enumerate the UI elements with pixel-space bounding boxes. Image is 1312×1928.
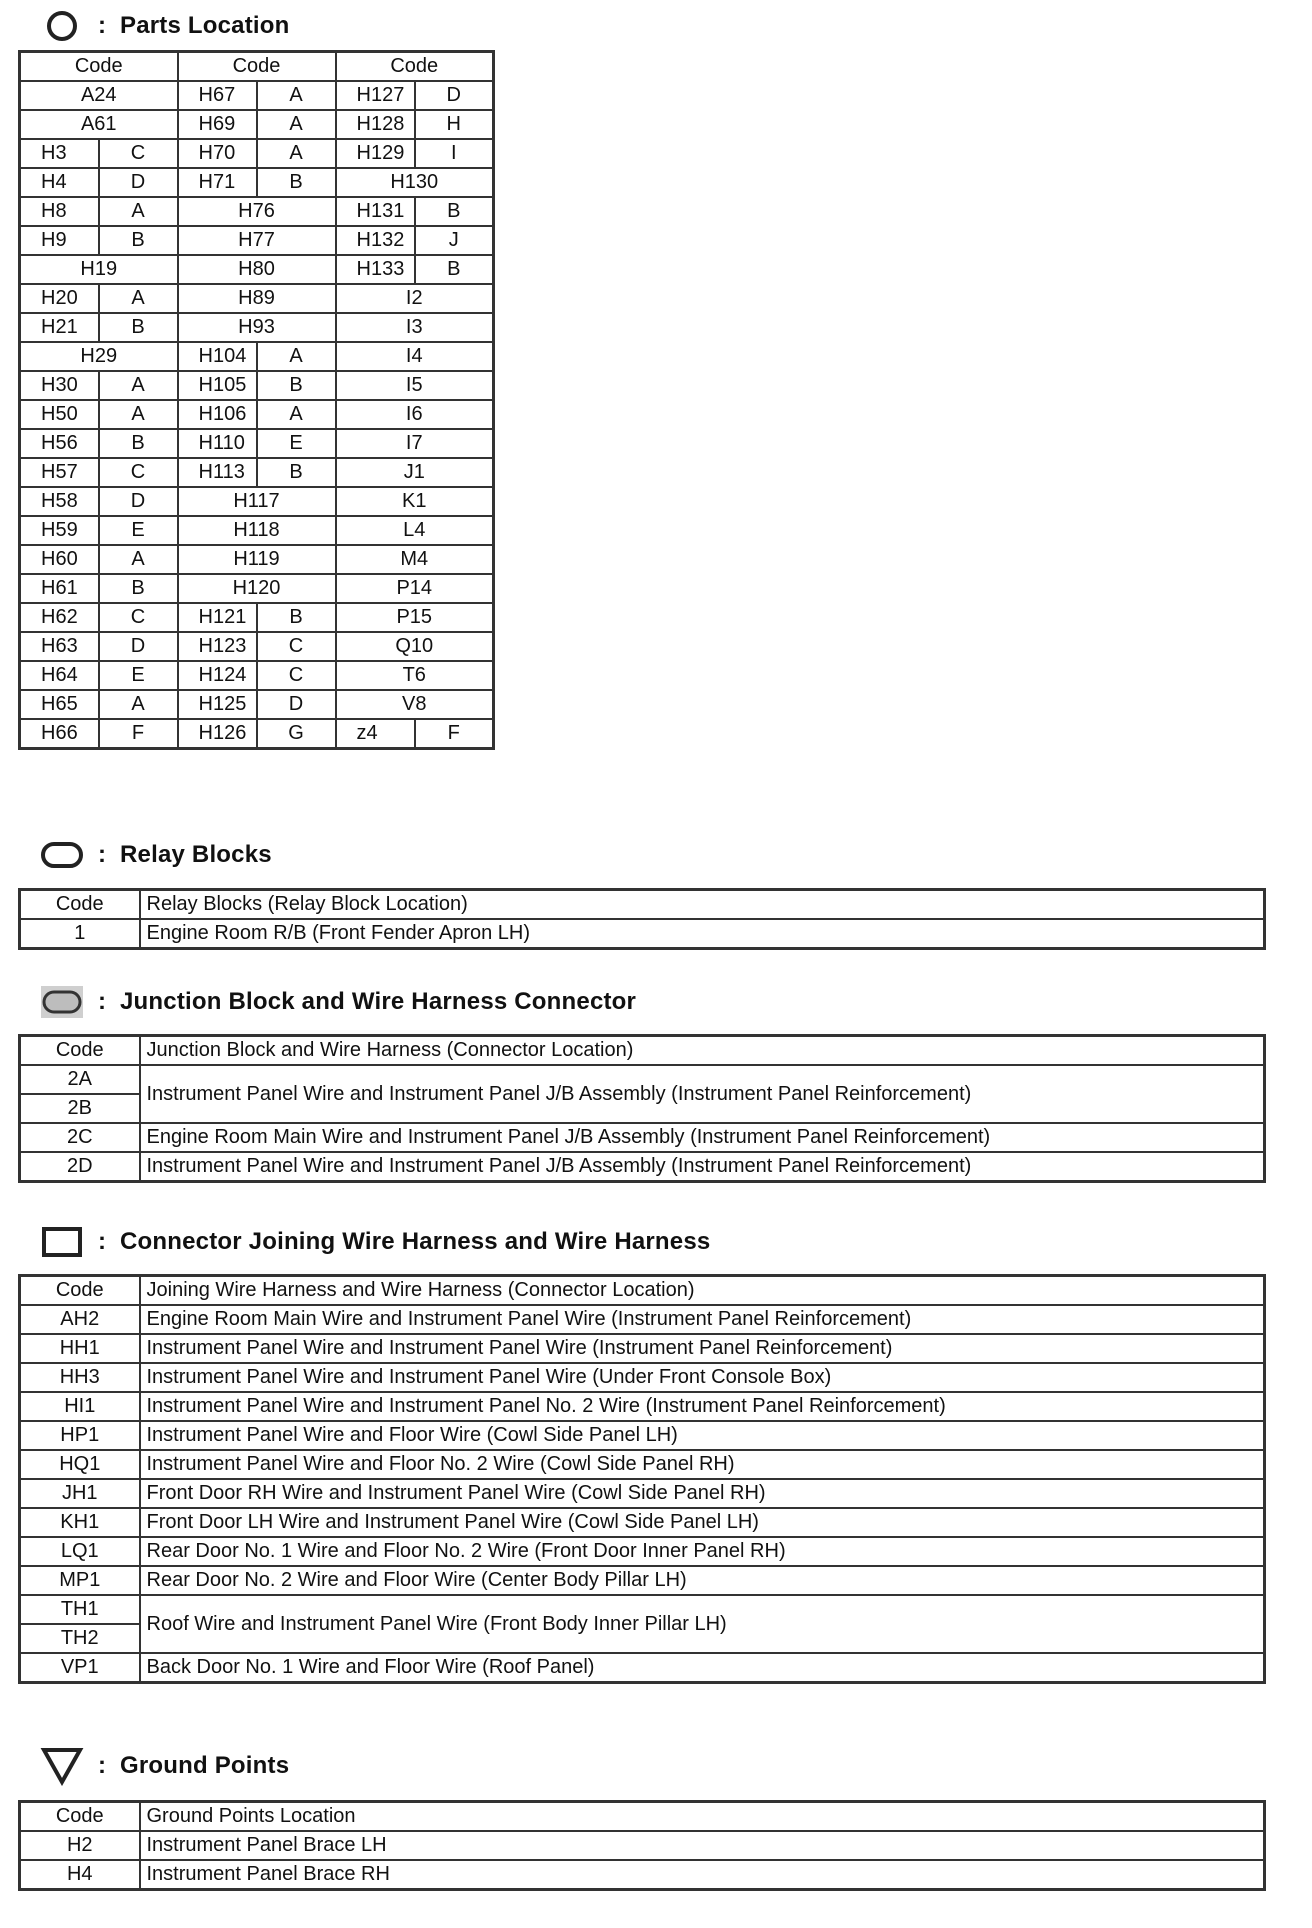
part-location-letter: B [257, 168, 336, 197]
location-cell: Instrument Panel Wire and Instrument Panel No. 2 Wire (Instrument Panel Reinforcement) [140, 1392, 1265, 1421]
rounded-rect-icon [40, 835, 84, 875]
part-code: H59 [20, 516, 99, 545]
part-location-letter: A [99, 371, 178, 400]
part-code: H130 [336, 168, 494, 197]
table-row [20, 255, 494, 284]
colon: : [98, 1228, 106, 1255]
table-row [20, 632, 494, 661]
code-cell: AH2 [20, 1305, 140, 1334]
table-row [20, 1334, 1265, 1363]
table-row [20, 1831, 1265, 1860]
code-cell: 2B [20, 1094, 140, 1123]
code-cell: HH3 [20, 1363, 140, 1392]
part-code: H133 [336, 255, 415, 284]
part-code: I6 [336, 400, 494, 429]
relay-blocks-header [40, 835, 272, 875]
part-code: H65 [20, 690, 99, 719]
part-code: H121 [178, 603, 257, 632]
table-row [20, 110, 494, 139]
part-code: H124 [178, 661, 257, 690]
part-location-letter: C [257, 661, 336, 690]
table-row [20, 1479, 1265, 1508]
part-code: z4 [336, 719, 415, 749]
table-row [20, 1123, 1265, 1152]
part-code: M4 [336, 545, 494, 574]
location-cell: Front Door LH Wire and Instrument Panel Wire (Cowl Side Panel LH) [140, 1508, 1265, 1537]
part-location-letter: B [99, 574, 178, 603]
location-cell: Front Door RH Wire and Instrument Panel Wire (Cowl Side Panel RH) [140, 1479, 1265, 1508]
part-code: H113 [178, 458, 257, 487]
part-code: I3 [336, 313, 494, 342]
part-code: H76 [178, 197, 336, 226]
location-cell: Instrument Panel Brace RH [140, 1860, 1265, 1890]
location-cell: Instrument Panel Wire and Instrument Panel J/B Assembly (Instrument Panel Reinforcement) [140, 1152, 1265, 1182]
table-row [20, 661, 494, 690]
table-row [20, 545, 494, 574]
relay-blocks-table [18, 888, 1266, 950]
code-cell: MP1 [20, 1566, 140, 1595]
table-row [20, 81, 494, 110]
shaded-rounded-rect-icon [40, 982, 84, 1022]
location-header: Joining Wire Harness and Wire Harness (Connector Location) [140, 1276, 1265, 1306]
parts-location-header [40, 6, 290, 46]
part-code: V8 [336, 690, 494, 719]
part-code: H20 [20, 284, 99, 313]
part-code: H117 [178, 487, 336, 516]
part-code: T6 [336, 661, 494, 690]
circle-icon [40, 6, 84, 46]
location-cell: Instrument Panel Wire and Instrument Panel Wire (Under Front Console Box) [140, 1363, 1265, 1392]
table-row [20, 197, 494, 226]
part-code: H126 [178, 719, 257, 749]
table-header-row [20, 890, 1265, 920]
part-code: L4 [336, 516, 494, 545]
table-row [20, 1363, 1265, 1392]
location-cell: Back Door No. 1 Wire and Floor Wire (Roof Panel) [140, 1653, 1265, 1683]
ground-points-table [18, 1800, 1266, 1891]
location-header: Relay Blocks (Relay Block Location) [140, 890, 1265, 920]
table-row [20, 1508, 1265, 1537]
code-cell: HQ1 [20, 1450, 140, 1479]
part-code: H128 [336, 110, 415, 139]
code-header: Code [20, 1802, 140, 1832]
part-code: H50 [20, 400, 99, 429]
part-code: H71 [178, 168, 257, 197]
column-header: Code [336, 52, 494, 82]
code-cell: LQ1 [20, 1537, 140, 1566]
part-code: H9 [20, 226, 99, 255]
part-code: H119 [178, 545, 336, 574]
table-row [20, 919, 1265, 949]
column-header: Code [178, 52, 336, 82]
part-location-letter: D [257, 690, 336, 719]
table-row [20, 1152, 1265, 1182]
part-location-letter: A [257, 81, 336, 110]
location-cell: Instrument Panel Wire and Floor Wire (Cowl Side Panel LH) [140, 1421, 1265, 1450]
part-code: H118 [178, 516, 336, 545]
table-row [20, 400, 494, 429]
part-code: I2 [336, 284, 494, 313]
table-row [20, 690, 494, 719]
location-cell: Instrument Panel Wire and Instrument Panel J/B Assembly (Instrument Panel Reinforcement) [140, 1065, 1265, 1123]
part-location-letter: B [415, 255, 494, 284]
code-cell: H2 [20, 1831, 140, 1860]
table-row [20, 719, 494, 749]
part-code: I4 [336, 342, 494, 371]
connector-joining-header [40, 1222, 710, 1262]
code-cell: HH1 [20, 1334, 140, 1363]
table-row [20, 458, 494, 487]
code-cell: 2D [20, 1152, 140, 1182]
table-row [20, 284, 494, 313]
part-code: H69 [178, 110, 257, 139]
part-code: A24 [20, 81, 178, 110]
part-location-letter: B [257, 603, 336, 632]
ground-points-header [40, 1746, 289, 1786]
part-location-letter: C [99, 458, 178, 487]
part-location-letter: B [99, 226, 178, 255]
part-code: H66 [20, 719, 99, 749]
part-code: H132 [336, 226, 415, 255]
part-code: H120 [178, 574, 336, 603]
location-cell: Engine Room Main Wire and Instrument Panel Wire (Instrument Panel Reinforcement) [140, 1305, 1265, 1334]
part-location-letter: F [415, 719, 494, 749]
location-cell: Instrument Panel Brace LH [140, 1831, 1265, 1860]
table-row [20, 168, 494, 197]
table-row [20, 139, 494, 168]
part-code: H105 [178, 371, 257, 400]
part-code: H125 [178, 690, 257, 719]
code-cell: HI1 [20, 1392, 140, 1421]
code-cell: JH1 [20, 1479, 140, 1508]
location-cell: Roof Wire and Instrument Panel Wire (Front Body Inner Pillar LH) [140, 1595, 1265, 1653]
part-code: H129 [336, 139, 415, 168]
code-cell: KH1 [20, 1508, 140, 1537]
part-location-letter: D [415, 81, 494, 110]
table-row [20, 342, 494, 371]
location-cell: Engine Room Main Wire and Instrument Panel J/B Assembly (Instrument Panel Reinforcement) [140, 1123, 1265, 1152]
code-header: Code [20, 1276, 140, 1306]
part-location-letter: A [99, 400, 178, 429]
section-title: Connector Joining Wire Harness and Wire Harness [120, 1228, 711, 1255]
part-code: H29 [20, 342, 178, 371]
part-location-letter: C [257, 632, 336, 661]
square-icon [40, 1222, 84, 1262]
part-location-letter: J [415, 226, 494, 255]
section-title: Junction Block and Wire Harness Connector [120, 988, 637, 1015]
code-cell: 2C [20, 1123, 140, 1152]
junction-block-header [40, 982, 636, 1022]
part-code: H123 [178, 632, 257, 661]
table-row [20, 313, 494, 342]
code-cell: TH1 [20, 1595, 140, 1624]
part-location-letter: A [99, 284, 178, 313]
connector-joining-table [18, 1274, 1266, 1684]
part-code: H4 [20, 168, 99, 197]
part-code: H62 [20, 603, 99, 632]
table-row [20, 1595, 1265, 1624]
part-code: P15 [336, 603, 494, 632]
code-header: Code [20, 890, 140, 920]
part-location-letter: E [99, 661, 178, 690]
part-code: H89 [178, 284, 336, 313]
part-location-letter: C [99, 603, 178, 632]
part-location-letter: E [99, 516, 178, 545]
part-location-letter: B [99, 429, 178, 458]
part-code: H70 [178, 139, 257, 168]
part-code: I5 [336, 371, 494, 400]
part-code: H58 [20, 487, 99, 516]
part-location-letter: C [99, 139, 178, 168]
part-code: J1 [336, 458, 494, 487]
part-code: H56 [20, 429, 99, 458]
part-location-letter: A [257, 139, 336, 168]
column-header: Code [20, 52, 178, 82]
part-location-letter: G [257, 719, 336, 749]
part-location-letter: A [99, 545, 178, 574]
table-header-row [20, 1036, 1265, 1066]
part-location-letter: I [415, 139, 494, 168]
table-row [20, 1566, 1265, 1595]
location-cell: Engine Room R/B (Front Fender Apron LH) [140, 919, 1265, 949]
part-location-letter: D [99, 487, 178, 516]
junction-block-table [18, 1034, 1266, 1183]
part-location-letter: B [257, 458, 336, 487]
part-location-letter: H [415, 110, 494, 139]
part-code: H131 [336, 197, 415, 226]
part-code: Q10 [336, 632, 494, 661]
table-header-row [20, 1276, 1265, 1306]
code-header: Code [20, 1036, 140, 1066]
part-location-letter: D [99, 632, 178, 661]
part-code: H67 [178, 81, 257, 110]
parts-location-table [18, 50, 495, 750]
location-header: Ground Points Location [140, 1802, 1265, 1832]
table-row [20, 1537, 1265, 1566]
table-row [20, 226, 494, 255]
table-row [20, 371, 494, 400]
code-cell: VP1 [20, 1653, 140, 1683]
location-cell: Instrument Panel Wire and Instrument Panel Wire (Instrument Panel Reinforcement) [140, 1334, 1265, 1363]
location-cell: Rear Door No. 2 Wire and Floor Wire (Center Body Pillar LH) [140, 1566, 1265, 1595]
table-row [20, 1392, 1265, 1421]
part-location-letter: D [99, 168, 178, 197]
table-header-row [20, 52, 494, 82]
triangle-down-icon [40, 1746, 84, 1786]
table-row [20, 516, 494, 545]
part-code: H19 [20, 255, 178, 284]
part-code: K1 [336, 487, 494, 516]
colon: : [98, 988, 106, 1015]
part-location-letter: A [99, 690, 178, 719]
part-code: A61 [20, 110, 178, 139]
part-code: H64 [20, 661, 99, 690]
part-location-letter: A [257, 342, 336, 371]
part-location-letter: A [257, 400, 336, 429]
section-title: Ground Points [120, 1752, 290, 1779]
part-code: H80 [178, 255, 336, 284]
part-code: H30 [20, 371, 99, 400]
table-row [20, 487, 494, 516]
part-code: H104 [178, 342, 257, 371]
code-cell: HP1 [20, 1421, 140, 1450]
table-row [20, 574, 494, 603]
table-row [20, 1653, 1265, 1683]
table-row [20, 1065, 1265, 1094]
part-code: P14 [336, 574, 494, 603]
part-code: H57 [20, 458, 99, 487]
part-code: H110 [178, 429, 257, 458]
part-code: H106 [178, 400, 257, 429]
table-row [20, 1305, 1265, 1334]
table-row [20, 603, 494, 632]
section-title: Relay Blocks [120, 841, 272, 868]
colon: : [98, 1752, 106, 1779]
section-title: Parts Location [120, 12, 290, 39]
part-code: H77 [178, 226, 336, 255]
part-location-letter: B [415, 197, 494, 226]
code-cell: TH2 [20, 1624, 140, 1653]
part-code: H21 [20, 313, 99, 342]
location-cell: Rear Door No. 1 Wire and Floor No. 2 Wire (Front Door Inner Panel RH) [140, 1537, 1265, 1566]
table-row [20, 1860, 1265, 1890]
part-location-letter: A [257, 110, 336, 139]
part-code: H63 [20, 632, 99, 661]
part-location-letter: B [99, 313, 178, 342]
table-header-row [20, 1802, 1265, 1832]
part-code: H60 [20, 545, 99, 574]
part-location-letter: B [257, 371, 336, 400]
part-code: H3 [20, 139, 99, 168]
code-cell: H4 [20, 1860, 140, 1890]
code-cell: 2A [20, 1065, 140, 1094]
code-cell: 1 [20, 919, 140, 949]
part-location-letter: A [99, 197, 178, 226]
part-code: H61 [20, 574, 99, 603]
colon: : [98, 841, 106, 868]
part-code: H93 [178, 313, 336, 342]
location-header: Junction Block and Wire Harness (Connector Location) [140, 1036, 1265, 1066]
part-location-letter: F [99, 719, 178, 749]
part-location-letter: E [257, 429, 336, 458]
part-code: H127 [336, 81, 415, 110]
location-cell: Instrument Panel Wire and Floor No. 2 Wire (Cowl Side Panel RH) [140, 1450, 1265, 1479]
table-row [20, 1450, 1265, 1479]
table-row [20, 1421, 1265, 1450]
colon: : [98, 12, 106, 39]
part-code: I7 [336, 429, 494, 458]
part-code: H8 [20, 197, 99, 226]
table-row [20, 429, 494, 458]
